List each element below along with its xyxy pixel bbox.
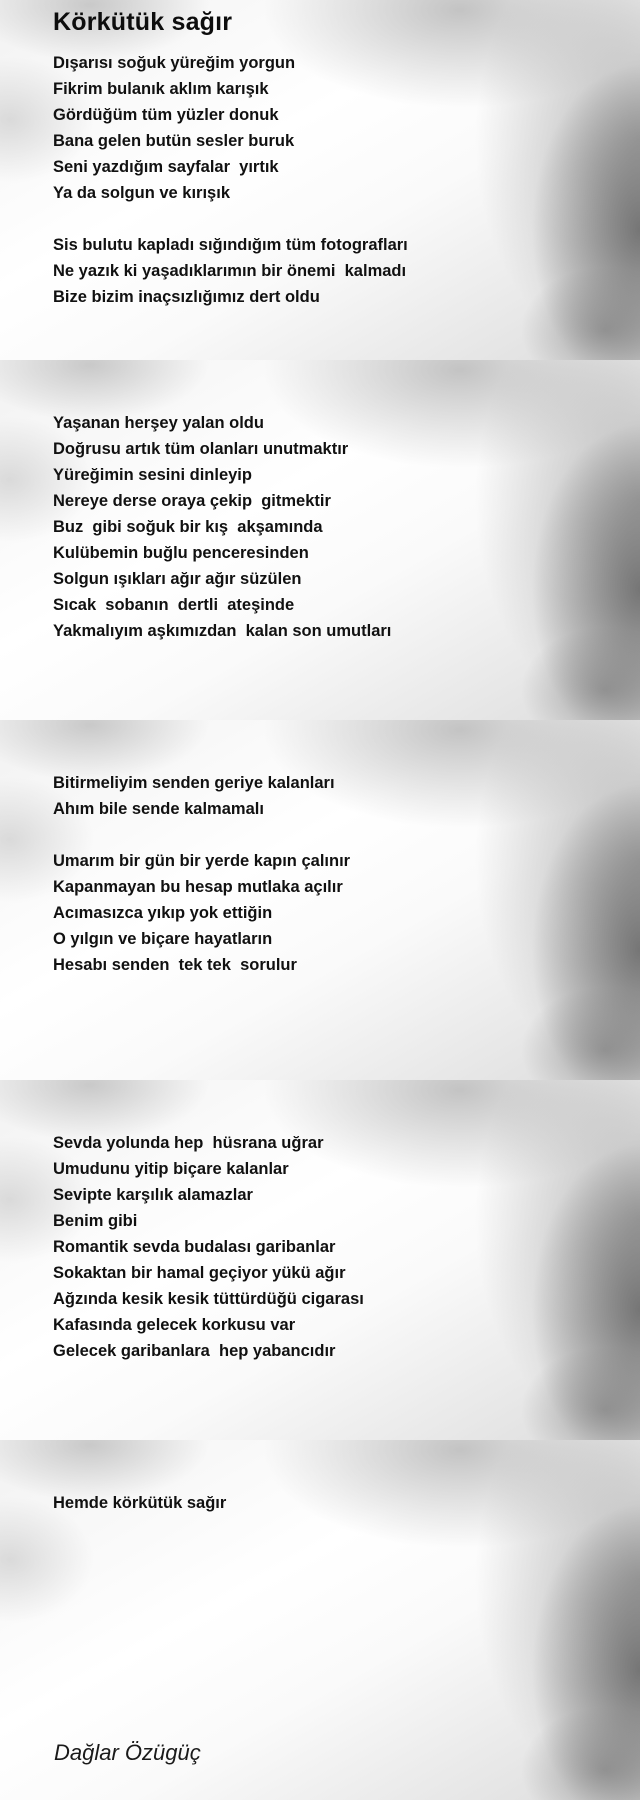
poem-line: Ağzında kesik kesik tüttürdüğü cigarası	[53, 1290, 364, 1308]
poem-line: Acımasızca yıkıp yok ettiğin	[53, 904, 273, 922]
poem-page-2	[0, 360, 640, 720]
poem-line: Sokaktan bir hamal geçiyor yükü ağır	[53, 1264, 346, 1282]
poem-line: Bana gelen butün sesler buruk	[53, 132, 295, 150]
stanza	[53, 232, 408, 310]
poem-line: Romantik sevda budalası garibanlar	[53, 1238, 336, 1256]
stanza	[53, 770, 335, 822]
poem-line: Dışarısı soğuk yüreğim yorgun	[53, 54, 296, 72]
poem-line: Kapanmayan bu hesap mutlaka açılır	[53, 878, 343, 896]
poem-line: Hemde körkütük sağır	[53, 1494, 227, 1512]
poem-line: Gelecek garibanlara hep yabancıdır	[53, 1342, 336, 1360]
poem-line: Buz gibi soğuk bir kış akşamında	[53, 518, 323, 536]
poem-line: Doğrusu artık tüm olanları unutmaktır	[53, 440, 349, 458]
poem-line: Gördüğüm tüm yüzler donuk	[53, 106, 279, 124]
poem-line: Sis bulutu kapladı sığındığım tüm fotografları	[53, 236, 408, 254]
poem-page-4	[0, 1080, 640, 1440]
poem-author: Dağlar Özügüç	[54, 1740, 201, 1765]
stanza	[53, 1490, 226, 1516]
poem-line: Ahım bile sende kalmamalı	[53, 800, 264, 818]
poem-line: Sevipte karşılık alamazlar	[53, 1186, 253, 1204]
stanza	[53, 1130, 335, 1260]
poem-line: Umarım bir gün bir yerde kapın çalınır	[53, 852, 351, 870]
poem-page-5	[0, 1440, 640, 1800]
poem-line: Kulübemin buğlu penceresinden	[53, 544, 309, 562]
poem-page-1	[0, 0, 640, 360]
stanza	[53, 848, 350, 978]
poem-line: Yakmalıyım aşkımızdan kalan son umutları	[53, 622, 392, 640]
stanza	[53, 514, 391, 644]
stanza	[53, 1260, 364, 1364]
poem-line: Solgun ışıkları ağır ağır süzülen	[53, 570, 302, 588]
poem-line: Yaşanan herşey yalan oldu	[53, 414, 264, 432]
poem-page-3	[0, 720, 640, 1080]
poem-line: Sevda yolunda hep hüsrana uğrar	[53, 1134, 324, 1152]
poem-line: Fikrim bulanık aklım karışık	[53, 80, 269, 98]
poem-line: Benim gibi	[53, 1212, 138, 1230]
stanza	[53, 410, 348, 514]
poem-line: O yılgın ve biçare hayatların	[53, 930, 273, 948]
poem-title: Körkütük sağır	[53, 8, 233, 36]
poem-line: Ya da solgun ve kırışık	[53, 184, 230, 202]
poem-line: Umudunu yitip biçare kalanlar	[53, 1160, 289, 1178]
poem-line: Sıcak sobanın dertli ateşinde	[53, 596, 295, 614]
poem-line: Hesabı senden tek tek sorulur	[53, 956, 297, 974]
poem-line: Bize bizim inaçsızlığımız dert oldu	[53, 288, 320, 306]
stanza	[53, 50, 295, 206]
poem-line: Yüreğimin sesini dinleyip	[53, 466, 252, 484]
poem-line: Ne yazık ki yaşadıklarımın bir önemi kalmadı	[53, 262, 407, 280]
poem-line: Nereye derse oraya çekip gitmektir	[53, 492, 331, 510]
poem-line: Bitirmeliyim senden geriye kalanları	[53, 774, 335, 792]
poem-line: Kafasında gelecek korkusu var	[53, 1316, 296, 1334]
poem-line: Seni yazdığım sayfalar yırtık	[53, 158, 279, 176]
